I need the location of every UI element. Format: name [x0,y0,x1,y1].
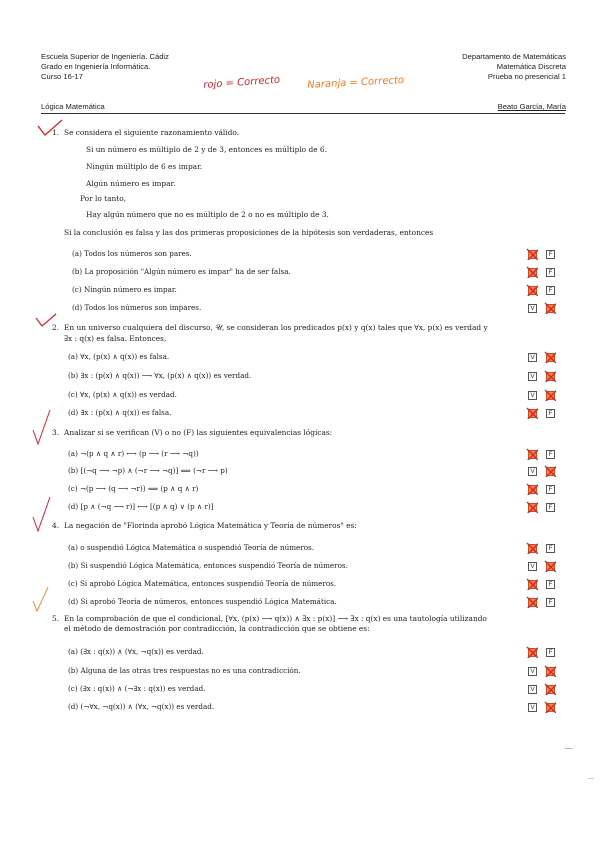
question-stem: La negación de "Florinda aprobó Lógica Matemática y Teoría de números" es: [64,521,357,530]
question-number: 3. [52,428,60,437]
question-1 [52,128,572,308]
check-mark-icon [30,408,54,448]
answer-box-f[interactable]: F [546,544,555,553]
cross-mark-icon [526,483,538,495]
question-stem: En un universo cualquiera del discurso, 𝒰, se consideran los predicados p(x) y q(x) tales que ∀x, p(x) es verdad y [64,323,488,332]
premise-1: Si un número es múltiplo de 2 y de 3, entonces es múltiplo de 6. [86,145,327,154]
question-stem: Analizar si se verifican (V) o no (F) las siguientes equivalencias lógicas: [64,428,333,437]
option-2c: (c) ∀x, (p(x) ∧ q(x)) es verdad. [68,390,177,399]
cross-mark-icon [544,351,556,363]
cross-mark-icon [526,248,538,260]
option-2b: (b) ∃x : (p(x) ∧ q(x)) ⟶ ∀x, (p(x) ∧ q(x)) es verdad. [68,371,252,380]
option-1a: (a) Todos los números son pares. [72,249,192,258]
course-name: Matemática Discreta [496,62,566,72]
cross-mark-icon [526,646,538,658]
answer-box-v[interactable]: V [528,667,537,676]
answer-box-v[interactable]: V [528,391,537,400]
answer-box-v[interactable]: V [528,562,537,571]
department-header [462,52,566,83]
cross-mark-icon [526,578,538,590]
answer-box-f[interactable]: F [546,580,555,589]
question-4 [52,521,572,535]
scan-speck [588,778,594,779]
option-4b: (b) Si suspendió Lógica Matemática, entonces suspendió Teoría de números. [68,561,348,570]
test-name: Prueba no presencial 1 [487,72,566,82]
question-stem: Se considera el siguiente razonamiento válido. [64,128,240,137]
option-5a: (a) (∃x : q(x)) ∧ (∀x, ¬q(x)) es verdad. [68,647,204,656]
handwritten-note-orange: Naranja = Correcto [307,74,405,91]
question-stem-cont: el método de demostración por contradicción, la contradicción que se obtiene es: [64,624,370,633]
option-3b: (b) [(¬q ⟶ ¬p) ∧ (¬r ⟶ ¬q)] ⟺ (¬r ⟶ p) [68,466,228,475]
answer-box-f[interactable]: F [546,503,555,512]
premise-2: Ningún múltiplo de 6 es impar. [86,162,203,171]
answer-box-f[interactable]: F [546,250,555,259]
option-4a: (a) o suspendió Lógica Matemática o suspendió Teoría de números. [68,543,315,552]
degree-name: Grado en Ingeniería Informática. [41,62,151,72]
conclusion: Hay algún número que no es múltiplo de 2 o no es múltiplo de 3. [86,210,329,219]
answer-box-v[interactable]: V [528,304,537,313]
cross-mark-icon [526,407,538,419]
cross-mark-icon [526,266,538,278]
question-3 [52,428,572,442]
option-3a: (a) ¬(p ∧ q ∧ r) ⟷ (p ⟶ (r ⟶ ¬q)) [68,449,199,458]
question-number: 5. [52,614,60,623]
answer-box-f[interactable]: F [546,648,555,657]
therefore-label: Por lo tanto, [80,194,127,203]
cross-mark-icon [544,389,556,401]
check-mark-icon [30,495,54,535]
option-1c: (c) Ningún número es impar. [72,285,177,294]
answer-box-v[interactable]: V [528,467,537,476]
answer-box-f[interactable]: F [546,598,555,607]
option-4d: (d) Si aprobó Teoría de números, entonces suspendió Lógica Matemática. [68,597,337,606]
cross-mark-icon [526,501,538,513]
cross-mark-icon [544,465,556,477]
option-3c: (c) ¬(p ⟶ (q ⟶ ¬r)) ⟺ (p ∧ q ∧ r) [68,484,199,493]
handwritten-note-red: rojo = Correcto [203,74,281,91]
question-number: 1. [52,128,60,137]
course-year: Curso 16-17 [41,72,83,82]
option-5d: (d) (¬∀x, ¬q(x)) ∧ (∀x, ¬q(x)) es verdad. [68,702,215,711]
answer-box-v[interactable]: V [528,353,537,362]
option-2d: (d) ∃x : (p(x) ∧ q(x)) es falsa. [68,408,172,417]
option-4c: (c) Si aprobó Lógica Matemática, entonces suspendió Teoría de números. [68,579,337,588]
subject-title: Lógica Matemática [41,102,105,111]
question-stem: En la comprobación de que el condicional, [∀x, (p(x) ⟶ q(x)) ∧ ∃x : p(x)] ⟶ ∃x : q(x) es una tautología utilizando [64,614,487,623]
question-5 [52,614,572,644]
option-1d: (d) Todos los números son impares. [72,303,202,312]
cross-mark-icon [526,596,538,608]
department-name: Departamento de Matemáticas [462,52,566,61]
option-1b: (b) La proposición "Algún número es impar" ha de ser falsa. [72,267,291,276]
answer-box-v[interactable]: V [528,685,537,694]
question-number: 2. [52,323,60,332]
option-2a: (a) ∀x, (p(x) ∧ q(x)) es falsa. [68,352,170,361]
answer-box-f[interactable]: F [546,286,555,295]
question-number: 4. [52,521,60,530]
cross-mark-icon [544,665,556,677]
premise-3: Algún número es impar. [86,179,176,188]
option-5c: (c) (∃x : q(x)) ∧ (¬∃x : q(x)) es verdad. [68,684,206,693]
cross-mark-icon [544,701,556,713]
school-header [41,52,169,83]
answer-box-f[interactable]: F [546,485,555,494]
cross-mark-icon [544,560,556,572]
question-stem-cont: ∃x : q(x) es falsa. Entonces, [64,334,167,343]
cross-mark-icon [544,370,556,382]
answer-box-f[interactable]: F [546,409,555,418]
scan-speck [565,748,573,749]
student-name: Beato García, María [497,102,566,111]
option-5b: (b) Alguna de las otras tres respuestas no es una contradicción. [68,666,301,675]
question-text: Si la conclusión es falsa y las dos primeras proposiciones de la hipótesis son verdaderas, entonces [64,228,434,237]
cross-mark-icon [526,542,538,554]
answer-box-v[interactable]: V [528,703,537,712]
cross-mark-icon [526,284,538,296]
check-mark-icon [30,585,52,615]
cross-mark-icon [544,302,556,314]
cross-mark-icon [544,683,556,695]
answer-box-v[interactable]: V [528,372,537,381]
answer-box-f[interactable]: F [546,450,555,459]
header-divider [41,113,565,114]
school-name: Escuela Superior de Ingeniería. Cádiz [41,52,169,61]
cross-mark-icon [526,448,538,460]
answer-box-f[interactable]: F [546,268,555,277]
option-3d: (d) [p ∧ (¬q ⟶ r)] ⟷ [(p ∧ q) ∨ (p ∧ r)] [68,502,214,511]
